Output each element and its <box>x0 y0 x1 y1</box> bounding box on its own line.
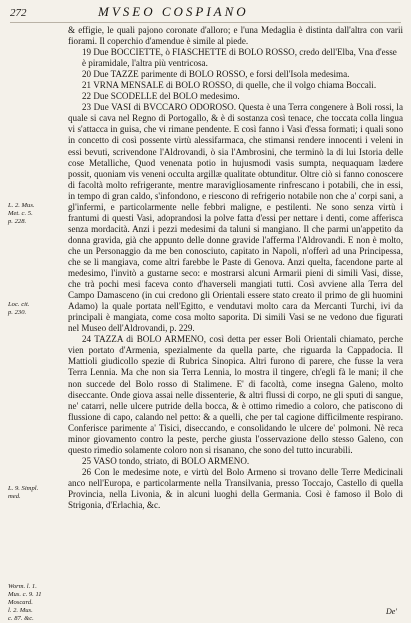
paragraph: & effigie, le quali pajono coronate d'alloro; e l'una Medaglia è distinta dall'altra con varii fiorami. Il coperchio d'amendue è simile al piede. <box>68 25 403 47</box>
body-text <box>68 25 403 511</box>
margin-notes <box>8 25 68 622</box>
catalogue-entry: 22 Due SCODELLE del BOLO medesimo. <box>82 91 240 102</box>
margin-note <box>8 583 64 623</box>
margin-note-line: Met. c. 5. <box>8 210 33 217</box>
margin-note-line: L. 9. Simpl. <box>8 485 39 492</box>
catalogue-entry: 25 VASO tondo, striato, di BOLO ARMENO. <box>82 455 250 466</box>
margin-note-line: Moscard. <box>8 599 33 606</box>
margin-note-line: c. 87. &c. <box>8 615 34 622</box>
catalogue-entry: 21 VRNA MENSALE di BOLO ROSSO, di quelle, che il volgo chiama Boccali. <box>82 80 377 91</box>
catchword: De' <box>385 607 397 616</box>
margin-note-line: p. 228. <box>8 218 27 225</box>
paragraph: 24 TAZZA di BOLO ARMENO, così detta per esser Boli Orientali chiamato, perche vien portato d'Armenia, spezialmente da quella parte, che riguarda la Cappadocia. Il Mattioli giudicollo spezie di Rubrica Sinopica. Altri furono di parere, che fusse la vera Terra Lennia. Ma che non sia Terra Lennia, lo mostra il tingere, ch'egli fà le mani; il che non succede del Bolo rosso di Stalimene. E' di facoltà, come insegna Galeno, molto diseccante. Onde giova assai nelle dissenterie, & altri flussi di corpo, ne gli sputi di sangue, ne' catarri, nelle ulcere putride della bocca, & è ottimo rimedio a coloro, che patiscono di flussione di capo, calando nel petto: & a quelli, che per tal cagione difficilmente respirano. Conferisce parimente a' Tisici, diseccando, e consolidando le ulcere de' polmoni. Nè reca minor giovamento contro la peste, perche giusta l'osservazione dello stesso Galeno, con questo rimedio solamente coloro non si risanano, che sono del tutto incurabili. <box>68 334 403 455</box>
margin-note-line: l. 2. Mus. <box>8 607 33 614</box>
margin-note-line: Loc. cit. <box>8 301 30 308</box>
margin-note-line: med. <box>8 493 21 500</box>
margin-note-line: Worm. l. 1. <box>8 583 37 590</box>
margin-note <box>8 301 64 317</box>
paragraph: 26 Con le medesime note, e virtù del Bolo Armeno si trovano delle Terre Medicinali anco nell'Europa, e particolarmente nella Transilvania, presso Toccajo, Castello di quella Provincia, nella Livonia, & in alcuni luoghi della Germania. Così è famoso il Bolo di Strigonia, d'Erlachia, &c. <box>68 466 403 511</box>
margin-note <box>8 202 64 226</box>
margin-note-line: Mus. c. 9. 11 <box>8 591 42 598</box>
margin-note-line: p. 230. <box>8 309 27 316</box>
running-title: MVSEO COSPIANO <box>98 4 249 19</box>
catalogue-entry: 19 Due BOCCIETTE, ò FIASCHETTE di BOLO ROSSO, credo dell'Elba, Vna d'esse è piramidale, l'altra più ventricosa. <box>82 47 397 69</box>
margin-note-line: L. 2. Mus. <box>8 202 35 209</box>
catalogue-entry: 20 Due TAZZE parimente di BOLO ROSSO, e forsi dell'Isola medesima. <box>82 69 350 80</box>
margin-note <box>8 485 64 501</box>
paragraph: 23 Due VASI di BVCCARO ODOROSO. Questa è una Terra congenere à Boli rossi, la quale si cava nel Regno di Portogallo, & è di sostanza così tenace, che toccata colla lingua vi s'attacca in guisa, che vi rimane pendente. E così fanno i Vasi d'essa formati; i quali sono in concetto di così possente virtù alessifarmaca, che stimansi rendere innocenti i veleni in essi bevuti, scrivendone l'Aldrovandi, ò sia l'Ambrosini, che terminò la di lui Istoria delle cose Metalliche, Quod venenata potio in hujusmodi vasis sumpta, nequaquam lædere possit, quoniam vis veneni occulta argillæ qualitate obtunditur. Oltre ciò si fanno conoscere di facoltà molto refrigerante, mentre maravigliosamente rinfrescano i potabili, che in essi, in tempo di gran caldo, s'infondono, e riescono di refrigerio notabile non che a' corpi sani, a gl'infermi, e particolarmente nelle febbri maligne, e pestilenti. Ne sono senza virtù i frantumi di questi Vasi, adoprandosi la polve fatta d'essi per nettare i denti, come afferisca senza mordacità. Anzi i pezzi medesimi da taluni si mangiano. Il che parmi un'appetito da donna gravida, già che appunto delle donne gravide l'afferma l'Aldrovandi. E non è molto, che un Personaggio da me ben conosciuto, capitato in Napoli, n'offerì ad una Principessa, che se li mangiava, come altri farebbe le Paste di Genova. Anzi quelta, facendone parte al medesimo, l'invitò a gustarne seco: e mostrarsi alcuni Armarii pieni di simili Vasi, disse, che trà pochi mesi faceva conto d'haverseli mangiati tutti. Così avviene alla Terra del Campo Damasceno (in cui credono gli Orientali essere stato creato il primo de gli huomini Adamo) la quale portata nell'Egitto, e vendutavi molto cara da Mercanti Turchi, ivi da principali è mangiata, come cosa molto saporita. Di simili Vasi se ne vedono due figurati nel Museo dell'Aldrovandi, p. 229. <box>68 102 403 334</box>
page-header <box>10 4 401 23</box>
page-number: 272 <box>10 7 27 19</box>
page-content <box>8 25 403 622</box>
